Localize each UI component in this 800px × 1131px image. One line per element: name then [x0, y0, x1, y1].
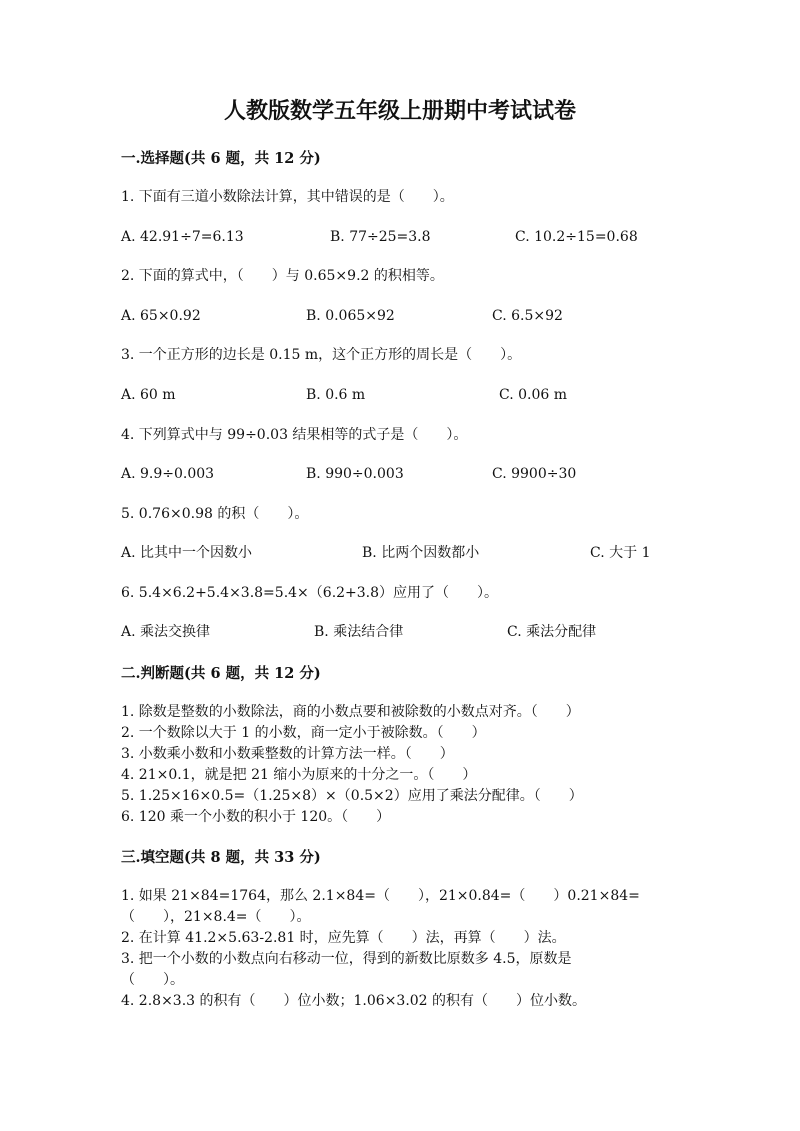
fill-in-line-1: 1. 如果 21×84=1764，那么 2.1×84=（ ），21×0.84=（ ）0.21×84=: [121, 888, 640, 904]
choice-question-3: 3. 一个正方形的边长是 0.15 m，这个正方形的周长是（ ）。: [121, 347, 522, 363]
choice-1-option-a[interactable]: A. 42.91÷7=6.13: [121, 229, 244, 245]
choice-5-option-b[interactable]: B. 比两个因数都小: [362, 545, 480, 561]
choice-5-option-c[interactable]: C. 大于 1: [590, 545, 651, 561]
choice-3-option-c[interactable]: C. 0.06 m: [499, 387, 568, 403]
choice-6-option-b[interactable]: B. 乘法结合律: [314, 624, 404, 640]
choice-question-2: 2. 下面的算式中，（ ）与 0.65×9.2 的积相等。: [121, 268, 444, 284]
fill-in-line-6: 4. 2.8×3.3 的积有（ ）位小数；1.06×3.02 的积有（ ）位小数。: [121, 993, 587, 1009]
choice-3-option-a[interactable]: A. 60 m: [121, 387, 176, 403]
choice-4-option-c[interactable]: C. 9900÷30: [492, 466, 577, 482]
section-heading-choice: 一.选择题(共 6 题，共 12 分): [121, 150, 321, 167]
choice-4-option-a[interactable]: A. 9.9÷0.003: [121, 466, 215, 482]
judgement-item-2: 2. 一个数除以大于 1 的小数，商一定小于被除数。（ ）: [121, 725, 486, 741]
fill-in-line-3: 2. 在计算 41.2×5.63-2.81 时，应先算（ ）法，再算（ ）法。: [121, 930, 566, 946]
choice-question-4: 4. 下列算式中与 99÷0.03 结果相等的式子是（ ）。: [121, 427, 468, 443]
choice-2-option-a[interactable]: A. 65×0.92: [121, 308, 201, 324]
judgement-item-3: 3. 小数乘小数和小数乘整数的计算方法一样。（ ）: [121, 746, 454, 762]
choice-question-5: 5. 0.76×0.98 的积（ ）。: [121, 506, 309, 522]
section-heading-fill-in: 三.填空题(共 8 题，共 33 分): [121, 849, 321, 866]
choice-2-option-c[interactable]: C. 6.5×92: [492, 308, 563, 324]
section-heading-judgement: 二.判断题(共 6 题，共 12 分): [121, 665, 321, 682]
judgement-item-6: 6. 120 乘一个小数的积小于 120。（ ）: [121, 809, 391, 825]
fill-in-line-4: 3. 把一个小数的小数点向右移动一位，得到的新数比原数多 4.5，原数是: [121, 951, 572, 967]
judgement-item-4: 4. 21×0.1，就是把 21 缩小为原来的十分之一。（ ）: [121, 767, 477, 783]
choice-6-option-a[interactable]: A. 乘法交换律: [121, 624, 211, 640]
choice-4-option-b[interactable]: B. 990÷0.003: [306, 466, 404, 482]
fill-in-line-5: （ ）。: [121, 972, 184, 988]
choice-2-option-b[interactable]: B. 0.065×92: [306, 308, 395, 324]
judgement-item-1: 1. 除数是整数的小数除法，商的小数点要和被除数的小数点对齐。（ ）: [121, 704, 580, 720]
choice-3-option-b[interactable]: B. 0.6 m: [306, 387, 366, 403]
page-title: 人教版数学五年级上册期中考试试卷: [223, 98, 576, 124]
choice-question-6: 6. 5.4×6.2+5.4×3.8=5.4×（6.2+3.8）应用了（ ）。: [121, 585, 499, 601]
judgement-item-5: 5. 1.25×16×0.5=（1.25×8）×（0.5×2）应用了乘法分配律。（ ）: [121, 788, 583, 804]
choice-1-option-b[interactable]: B. 77÷25=3.8: [330, 229, 431, 245]
choice-question-1: 1. 下面有三道小数除法计算，其中错误的是（ ）。: [121, 189, 454, 205]
choice-1-option-c[interactable]: C. 10.2÷15=0.68: [515, 229, 638, 245]
fill-in-line-2: （ ），21×8.4=（ ）。: [121, 909, 311, 925]
choice-5-option-a[interactable]: A. 比其中一个因数小: [121, 545, 253, 561]
choice-6-option-c[interactable]: C. 乘法分配律: [507, 624, 597, 640]
